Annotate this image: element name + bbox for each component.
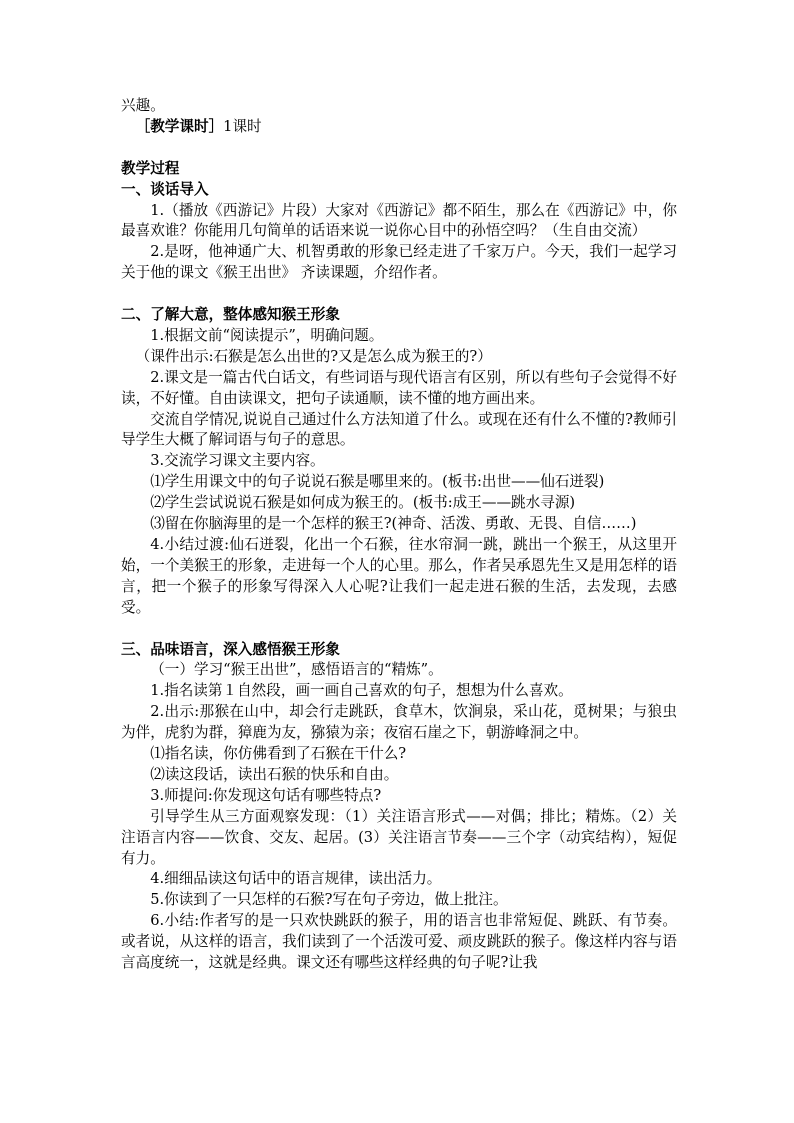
lesson-plan-body <box>121 96 677 974</box>
paragraph: 1.（播放《西游记》片段）大家对《西游记》都不陌生，那么在《西游记》中，你最喜欢谁？你能用几句简单的话语来说一说你心目中的孙悟空吗？（生自由交流） <box>121 201 677 240</box>
lesson-duration-label: ［教学课时］ <box>135 117 224 135</box>
paragraph: 2.是呀，他神通广大、机智勇敢的形象已经走进了千家万户。今天，我们一起学习关于他的课文《猴王出世》 齐读课题，介绍作者。 <box>121 243 677 282</box>
subheading: （一）学习“猴王出世”，感悟语言的“精炼”。 <box>150 661 443 679</box>
paragraph: ⑶留在你脑海里的是一个怎样的猴王?(神奇、活泼、勇敢、无畏、自信……) <box>150 515 637 533</box>
blank-line <box>121 284 677 305</box>
paragraph: 5.你读到了一只怎样的石猴?写在句子旁边，做上批注。 <box>150 891 508 909</box>
paragraph: 1.根据文前“阅读提示”，明确问题。 <box>150 326 384 344</box>
paragraph: 交流自学情况,说说自己通过什么方法知道了什么。或现在还有什么不懂的?教师引导学生大概了解词语与句子的意思。 <box>121 410 677 449</box>
paragraph: 4.细细品读这句话中的语言规律，读出活力。 <box>150 870 442 888</box>
paragraph: 3.师提问:你发现这句话有哪些特点? <box>150 786 382 804</box>
blank-line <box>121 619 677 640</box>
heading-part-three: 三、品味语言，深入感悟猴王形象 <box>121 640 340 658</box>
paragraph: ⑵读这段话，读出石猴的快乐和自由。 <box>150 765 399 783</box>
paragraph: 2.出示:那猴在山中，却会行走跳跃，食草木，饮涧泉，采山花，觅树果；与狼虫为伴，虎豹为群，獐鹿为友，猕猿为亲；夜宿石崖之下，朝游峰洞之中。 <box>121 703 677 742</box>
heading-part-two: 二、了解大意，整体感知猴王形象 <box>121 306 340 324</box>
paragraph-continuation: 兴趣。 <box>121 97 165 114</box>
paragraph: 引导学生从三方面观察发现：（1）关注语言形式——对偶；排比；精炼。（2）关注语言内容——饮食、交友、起居。(3）关注语言节奏——三个字（动宾结构），短促有力。 <box>121 807 677 867</box>
paragraph: 6.小结:作者写的是一只欢快跳跃的猴子，用的语言也非常短促、跳跃、有节奏。或者说，从这样的语言，我们读到了一个活泼可爱、顽皮跳跃的猴子。像这样内容与语言高度统一，这就是经典。课文还有哪些这样经典的句子呢?让我 <box>121 912 677 972</box>
lesson-duration-value: 1课时 <box>223 117 262 135</box>
paragraph: 2.课文是一篇古代白话文，有些词语与现代语言有区别，所以有些句子会觉得不好读，不好懂。自由读课文，把句子读通顺，读不懂的地方画出来。 <box>121 368 677 407</box>
paragraph: ⑴学生用课文中的句子说说石猴是哪里来的。(板书:出世——仙石迸裂) <box>150 473 605 491</box>
paragraph: ⑵学生尝试说说石猴是如何成为猴王的。(板书:成王——跳水寻源) <box>150 494 576 512</box>
paragraph: ⑴指名读，你仿佛看到了石猴在干什么? <box>150 745 407 763</box>
paragraph: （课件出示:石猴是怎么出世的?又是怎么成为猴王的?） <box>135 347 492 365</box>
paragraph: 1.指名读第１自然段，画一画自己喜欢的句子，想想为什么喜欢。 <box>150 682 573 700</box>
heading-part-one: 一、谈话导入 <box>121 180 209 198</box>
lesson-duration <box>121 117 677 138</box>
section-title-teaching-process: 教学过程 <box>121 159 180 177</box>
blank-line <box>121 138 677 159</box>
paragraph: 3.交流学习课文主要内容。 <box>150 452 325 470</box>
paragraph: 4.小结过渡:仙石迸裂，化出一个石猴，往水帘洞一跳，跳出一个猴王，从这里开始，一个美猴王的形象，走进每一个人的心里。那么，作者吴承恩先生又是用怎样的语言，把一个猴子的形象写得深入人心呢?让我们一起走进石猴的生活，去发现，去感受。 <box>121 536 677 616</box>
